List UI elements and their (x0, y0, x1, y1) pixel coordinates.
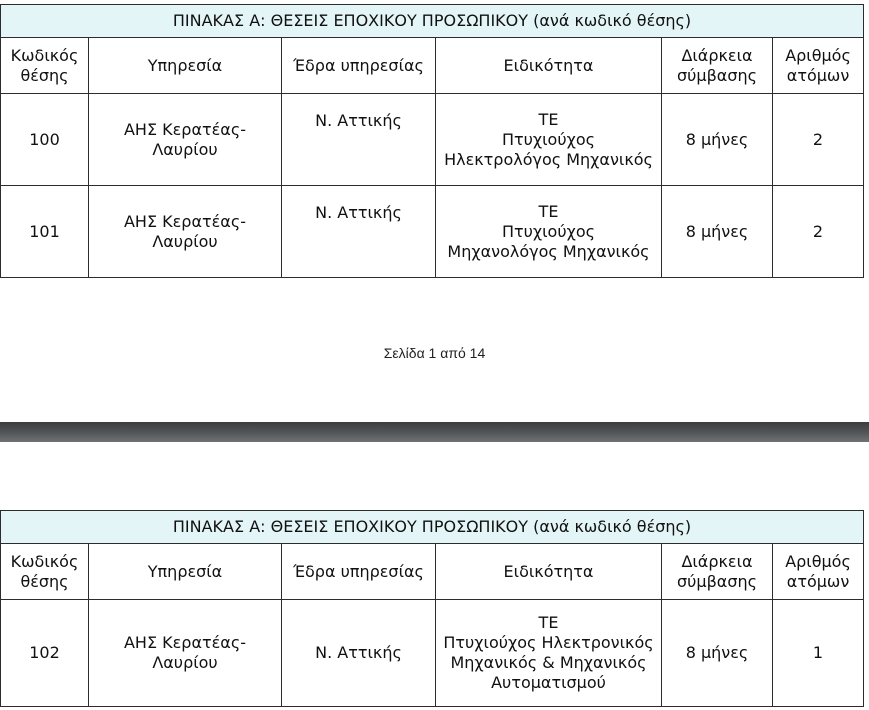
page-number-footer: Σελίδα 1 από 14 (383, 345, 486, 361)
page-separator (0, 422, 869, 442)
header-seat: Έδρα υπηρεσίας (282, 544, 436, 600)
header-specialty: Ειδικότητα (436, 38, 662, 94)
cell-code: 102 (1, 600, 89, 707)
cell-specialty: ΤΕ Πτυχιούχος Ηλεκτρολόγος Μηχανικός (436, 94, 662, 186)
table-row (1, 94, 864, 186)
table-row (1, 600, 864, 707)
cell-specialty: ΤΕ Πτυχιούχος Μηχανολόγος Μηχανικός (436, 186, 662, 278)
cell-service: ΑΗΣ Κερατέας- Λαυρίου (89, 94, 282, 186)
table-title: ΠΙΝΑΚΑΣ Α: ΘΕΣΕΙΣ ΕΠΟΧΙΚΟΥ ΠΡΟΣΩΠΙΚΟΥ (ανά κωδικό θέσης) (1, 5, 864, 38)
header-persons: Αριθμός ατόμων (773, 544, 864, 600)
cell-persons: 2 (773, 94, 864, 186)
document-page-2 (0, 442, 869, 710)
positions-table-page-2 (0, 510, 864, 707)
table-header-row (1, 38, 864, 94)
cell-seat: Ν. Αττικής (282, 600, 436, 707)
cell-duration: 8 μήνες (662, 600, 773, 707)
table-header-row (1, 544, 864, 600)
header-persons: Αριθμός ατόμων (773, 38, 864, 94)
positions-table-page-1 (0, 4, 864, 278)
table-title-row (1, 5, 864, 38)
cell-duration: 8 μήνες (662, 94, 773, 186)
cell-specialty: ΤΕ Πτυχιούχος Ηλεκτρονικός Μηχανικός & Μηχανικός Αυτοματισμού (436, 600, 662, 707)
header-service: Υπηρεσία (89, 38, 282, 94)
header-duration: Διάρκεια σύμβασης (662, 38, 773, 94)
header-code: Κωδικός θέσης (1, 38, 89, 94)
table-row (1, 186, 864, 278)
header-specialty: Ειδικότητα (436, 544, 662, 600)
cell-duration: 8 μήνες (662, 186, 773, 278)
cell-service: ΑΗΣ Κερατέας- Λαυρίου (89, 186, 282, 278)
cell-persons: 2 (773, 186, 864, 278)
header-service: Υπηρεσία (89, 544, 282, 600)
cell-persons: 1 (773, 600, 864, 707)
table-title-row (1, 511, 864, 544)
cell-seat: Ν. Αττικής (282, 94, 436, 186)
cell-code: 100 (1, 94, 89, 186)
table-title: ΠΙΝΑΚΑΣ Α: ΘΕΣΕΙΣ ΕΠΟΧΙΚΟΥ ΠΡΟΣΩΠΙΚΟΥ (ανά κωδικό θέσης) (1, 511, 864, 544)
cell-service: ΑΗΣ Κερατέας- Λαυρίου (89, 600, 282, 707)
header-duration: Διάρκεια σύμβασης (662, 544, 773, 600)
cell-seat: Ν. Αττικής (282, 186, 436, 278)
cell-code: 101 (1, 186, 89, 278)
header-seat: Έδρα υπηρεσίας (282, 38, 436, 94)
header-code: Κωδικός θέσης (1, 544, 89, 600)
